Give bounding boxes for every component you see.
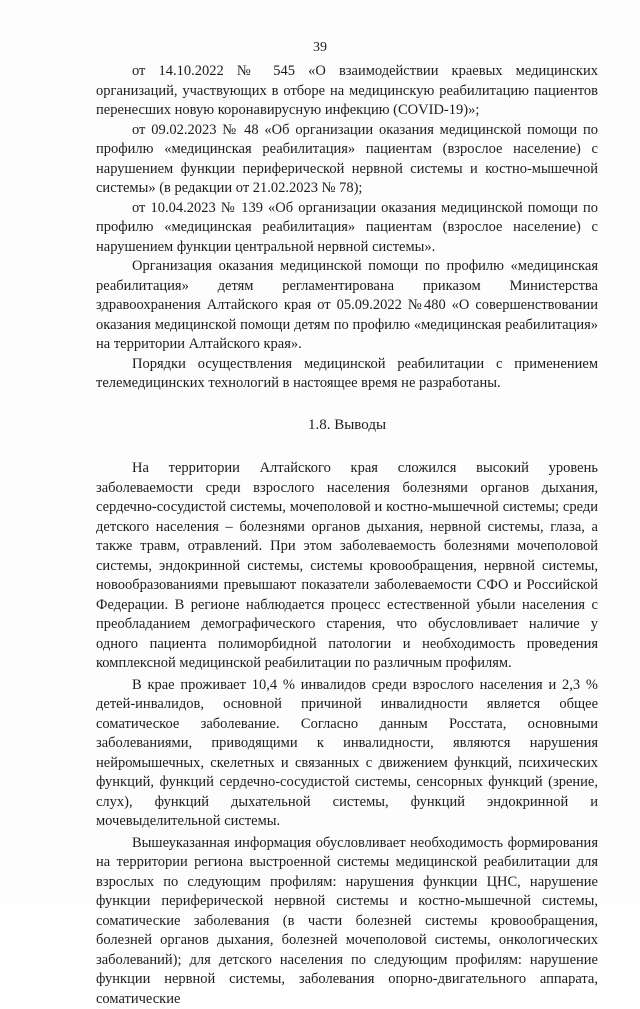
paragraph-telemedicine: Порядки осуществления медицинской реабилитации с применением телемедицинских технологий в настоящее время не разработаны. bbox=[96, 355, 598, 394]
paragraph-order-48: от 09.02.2023 № 48 «Об организации оказания медицинской помощи по профилю «медицинская реабилитация» пациентам (взрослое население) с нарушением функции периферической нервной системы и костно-мышечной системы» (в редакции от 21.02.2023 № 78); bbox=[96, 121, 598, 199]
paragraph-disability: В крае проживает 10,4 % инвалидов среди взрослого населения и 2,3 % детей-инвалидов, основной причиной инвалидности является общее соматическое заболевание. Согласно данным Росстата, основными заболеваниями, приводящими к инвалидности, являются нарушения нейромышечных, скелетных и связанных с движением функций, психических функций, функций сердечно-сосудистой системы, сенсорных функций (зрение, слух), функций дыхательной системы, функций эндокринной и мочевыделительной системы. bbox=[96, 676, 598, 832]
paragraph-morbidity: На территории Алтайского края сложился высокий уровень заболеваемости среди взрослого населения болезнями органов дыхания, сердечно-сосудистой системы, мочеполовой и костно-мышечной системы; среди детского населения – болезнями органов дыхания, нервной системы, глаза, а также травм, отравлений. При этом заболеваемость болезнями мочеполовой системы, эндокринной системы, системы кровообращения, нервной системы, новообразованиями превышают показатели заболеваемости СФО и Российской Федерации. В регионе наблюдается процесс естественной убыли населения с преобладанием демографического старения, что обусловливает наличие у одного пациента полиморбидной патологии и необходимость проведения комплексной медицинской реабилитации по различным профилям. bbox=[96, 459, 598, 674]
paragraph-rehabilitation-system: Вышеуказанная информация обусловливает необходимость формирования на территории региона выстроенной системы медицинской реабилитации для взрослых по следующим профилям: нарушения функции ЦНС, нарушение функции периферической нервной системы и костно-мышечной системы, соматические заболевания (в части болезней системы кровообращения, болезней органов дыхания, болезней мочеполовой системы, онкологических заболеваний); для детского населения по следующим профилям: нарушение функции нервной системы, заболевания опорно-двигательного аппарата, соматические bbox=[96, 834, 598, 1009]
paragraph-children-rehabilitation: Организация оказания медицинской помощи по профилю «медицинская реабилитация» детям регламентирована приказом Министерства здравоохранения Алтайского края от 05.09.2022 №480 «О совершенствовании оказания медицинской помощи детям по профилю «медицинская реабилитация» на территории Алтайского края». bbox=[96, 257, 598, 355]
paragraph-order-545: от 14.10.2022 № 545 «О взаимодействии краевых медицинских организаций, участвующих в отборе на медицинскую реабилитацию пациентов перенесших новую коронавирусную инфекцию (COVID-19)»; bbox=[96, 62, 598, 121]
document-body bbox=[96, 62, 598, 1009]
page-number: 39 bbox=[0, 40, 640, 56]
section-heading: 1.8. Выводы bbox=[96, 416, 598, 436]
paragraph-order-139: от 10.04.2023 № 139 «Об организации оказания медицинской помощи по профилю «медицинская реабилитация» пациентам (взрослое население) с нарушением функции центральной нервной системы». bbox=[96, 199, 598, 258]
